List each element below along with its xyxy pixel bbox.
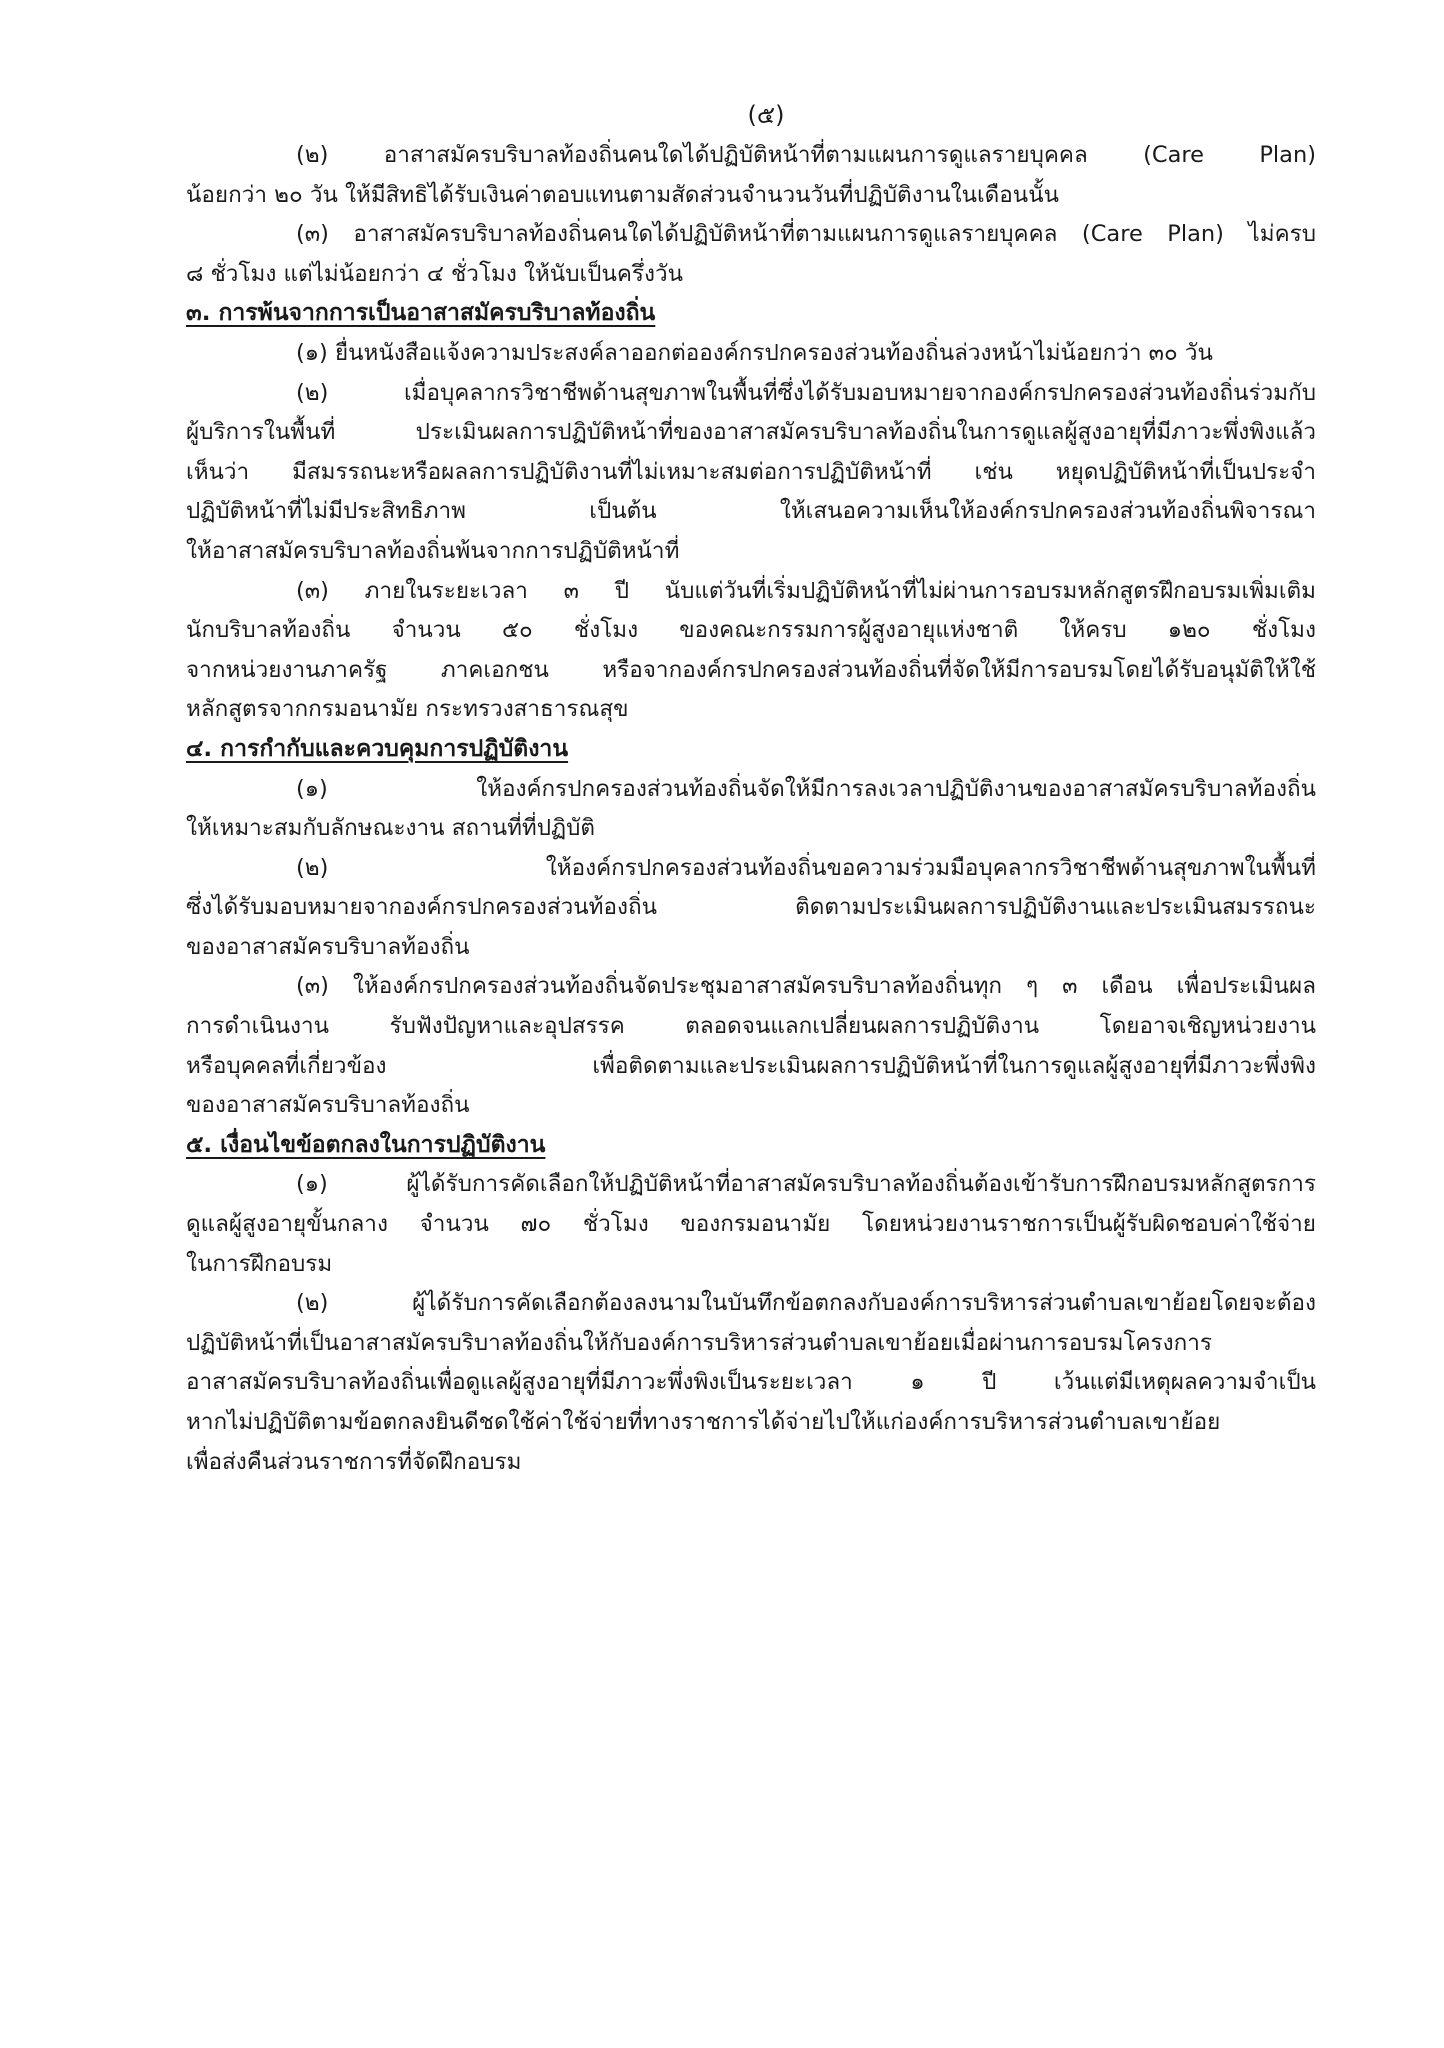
paragraph-line: ของอาสาสมัครบริบาลท้องถิ่น — [186, 1092, 470, 1119]
paragraph-line: หากไม่ปฏิบัติตามข้อตกลงยินดีชดใช้ค่าใช้จ่ายที่ทางราชการได้จ่ายไปให้แก่องค์การบริหารส่วนตำบลเขาย้อย — [186, 1409, 1221, 1435]
paragraph-line: ผู้บริการในพื้นที่ ประเมินผลการปฏิบัติหน้าที่ของอาสาสมัครบริบาลท้องถิ่นในการดูแลผู้สูงอายุที่มีภาวะพึ่งพิงแล้ว — [186, 419, 1316, 446]
paragraph-line: หรือบุคคลที่เกี่ยวข้อง เพื่อติดตามและประเมินผลการปฏิบัติหน้าที่ในการดูแลผู้สูงอายุที่มีภาวะพึ่งพิง — [186, 1052, 1316, 1079]
paragraph-line: ให้อาสาสมัครบริบาลท้องถิ่นพ้นจากการปฏิบัติหน้าที่ — [186, 537, 680, 564]
paragraph — [186, 136, 1316, 215]
paragraph-line: ในการฝึกอบรม — [186, 1250, 333, 1277]
paragraph-line: การดำเนินงาน รับฟังปัญหาและอุปสรรค ตลอดจนแลกเปลี่ยนผลการปฏิบัติงาน โดยอาจเชิญหน่วยงาน — [186, 1013, 1316, 1040]
paragraph-line: จากหน่วยงานภาครัฐ ภาคเอกชน หรือจากองค์กรปกครองส่วนท้องถิ่นที่จัดให้มีการอบรมโดยได้รับอนุมัติให้ใช้ — [186, 656, 1316, 683]
paragraph-line: เพื่อส่งคืนส่วนราชการที่จัดฝึกอบรม — [186, 1448, 522, 1475]
paragraph — [186, 967, 1316, 1125]
paragraph — [186, 1284, 1316, 1482]
paragraph — [186, 334, 1316, 374]
paragraph-line: (๓) ภายในระยะเวลา ๓ ปี นับแต่วันที่เริ่มปฏิบัติหน้าที่ไม่ผ่านการอบรมหลักสูตรฝึกอบรมเพิ่มเติม — [296, 577, 1316, 604]
paragraph-line: (๑) ให้องค์กรปกครองส่วนท้องถิ่นจัดให้มีการลงเวลาปฏิบัติงานของอาสาสมัครบริบาลท้องถิ่น — [296, 775, 1316, 802]
paragraph-line: (๑) ยื่นหนังสือแจ้งความประสงค์ลาออกต่อองค์กรปกครองส่วนท้องถิ่นล่วงหน้าไม่น้อยกว่า ๓๐ วัน — [296, 339, 1213, 366]
paragraph — [186, 374, 1316, 572]
paragraph-line: นักบริบาลท้องถิ่น จำนวน ๕๐ ชั่งโมง ของคณะกรรมการผู้สูงอายุแห่งชาติ ให้ครบ ๑๒๐ ชั่งโมง — [186, 617, 1316, 644]
paragraph — [186, 572, 1316, 730]
paragraph-line: ของอาสาสมัครบริบาลท้องถิ่น — [186, 933, 470, 960]
paragraph-line: ให้เหมาะสมกับลักษณะงาน สถานที่ที่ปฏิบัติ — [186, 815, 596, 842]
paragraph-line: อาสาสมัครบริบาลท้องถิ่นเพื่อดูแลผู้สูงอายุที่มีภาวะพึ่งพิงเป็นระยะเวลา ๑ ปี เว้นแต่มีเหตุผลความจำเป็น — [186, 1369, 1316, 1396]
paragraph-line: ดูแลผู้สูงอายุขั้นกลาง จำนวน ๗๐ ชั่วโมง ของกรมอนามัย โดยหน่วยงานราชการเป็นผู้รับผิดชอบค่าใช้จ่าย — [186, 1211, 1316, 1238]
paragraph-line: (๒) เมื่อบุคลากรวิชาชีพด้านสุขภาพในพื้นที่ซึ่งได้รับมอบหมายจากองค์กรปกครองส่วนท้องถิ่นร่วมกับ — [296, 379, 1316, 406]
paragraph — [186, 215, 1316, 294]
paragraph-line: (๑) ผู้ได้รับการคัดเลือกให้ปฏิบัติหน้าที่อาสาสมัครบริบาลท้องถิ่นต้องเข้ารับการฝึกอบรมหลักสูตรการ — [296, 1171, 1316, 1198]
paragraph-line: ปฏิบัติหน้าที่ไม่มีประสิทธิภาพ เป็นต้น ให้เสนอความเห็นให้องค์กรปกครองส่วนท้องถิ่นพิจารณา — [186, 498, 1316, 525]
section-heading: ๔. การกำกับและควบคุมการปฏิบัติงาน — [186, 735, 569, 762]
paragraph-line: หลักสูตรจากกรมอนามัย กระทรวงสาธารณสุข — [186, 696, 629, 723]
paragraph-line: (๒) ผู้ได้รับการคัดเลือกต้องลงนามในบันทึกข้อตกลงกับองค์การบริหารส่วนตำบลเขาย้อยโดยจะต้อง — [296, 1290, 1316, 1317]
paragraph-line: เห็นว่า มีสมรรถนะหรือผลลการปฏิบัติงานที่ไม่เหมาะสมต่อการปฏิบัติหน้าที่ เช่น หยุดปฏิบัติหน้าที่เป็นประจำ — [186, 458, 1316, 485]
paragraph-line: (๒) อาสาสมัครบริบาลท้องถิ่นคนใดได้ปฏิบัติหน้าที่ตามแผนการดูแลรายบุคคล (Care Plan) — [296, 142, 1316, 168]
paragraph-line: ปฏิบัติหน้าที่เป็นอาสาสมัครบริบาลท้องถิ่นให้กับองค์การบริหารส่วนตำบลเขาย้อยเมื่อผ่านการอบรมโครงการ — [186, 1329, 1212, 1356]
paragraph-line: (๓) ให้องค์กรปกครองส่วนท้องถิ่นจัดประชุมอาสาสมัครบริบาลท้องถิ่นทุก ๆ ๓ เดือน เพื่อประเมินผล — [296, 973, 1316, 1000]
paragraph — [186, 770, 1316, 849]
paragraph — [186, 1165, 1316, 1284]
paragraph-line: ซึ่งได้รับมอบหมายจากองค์กรปกครองส่วนท้องถิ่น ติดตามประเมินผลการปฏิบัติงานและประเมินสมรรถนะ — [186, 894, 1316, 921]
paragraph-line: (๓) อาสาสมัครบริบาลท้องถิ่นคนใดได้ปฏิบัติหน้าที่ตามแผนการดูแลรายบุคคล (Care Plan) ไม่ครบ — [296, 221, 1316, 248]
section-heading: ๕. เงื่อนไขข้อตกลงในการปฏิบัติงาน — [186, 1131, 546, 1158]
page-number: (๕) — [747, 101, 785, 129]
paragraph-line: ๘ ชั่วโมง แต่ไม่น้อยกว่า ๔ ชั่วโมง ให้นับเป็นครึ่งวัน — [186, 260, 683, 287]
paragraph — [186, 849, 1316, 968]
document-body — [186, 136, 1316, 1482]
paragraph-line: (๒) ให้องค์กรปกครองส่วนท้องถิ่นขอความร่วมมือบุคลากรวิชาชีพด้านสุขภาพในพื้นที่ — [296, 854, 1316, 881]
paragraph-line: น้อยกว่า ๒๐ วัน ให้มีสิทธิได้รับเงินค่าตอบแทนตามสัดส่วนจำนวนวันที่ปฏิบัติงานในเดือนนั้น — [186, 181, 1059, 208]
section-heading: ๓. การพ้นจากการเป็นอาสาสมัครบริบาลท้องถิ่น — [186, 300, 656, 327]
